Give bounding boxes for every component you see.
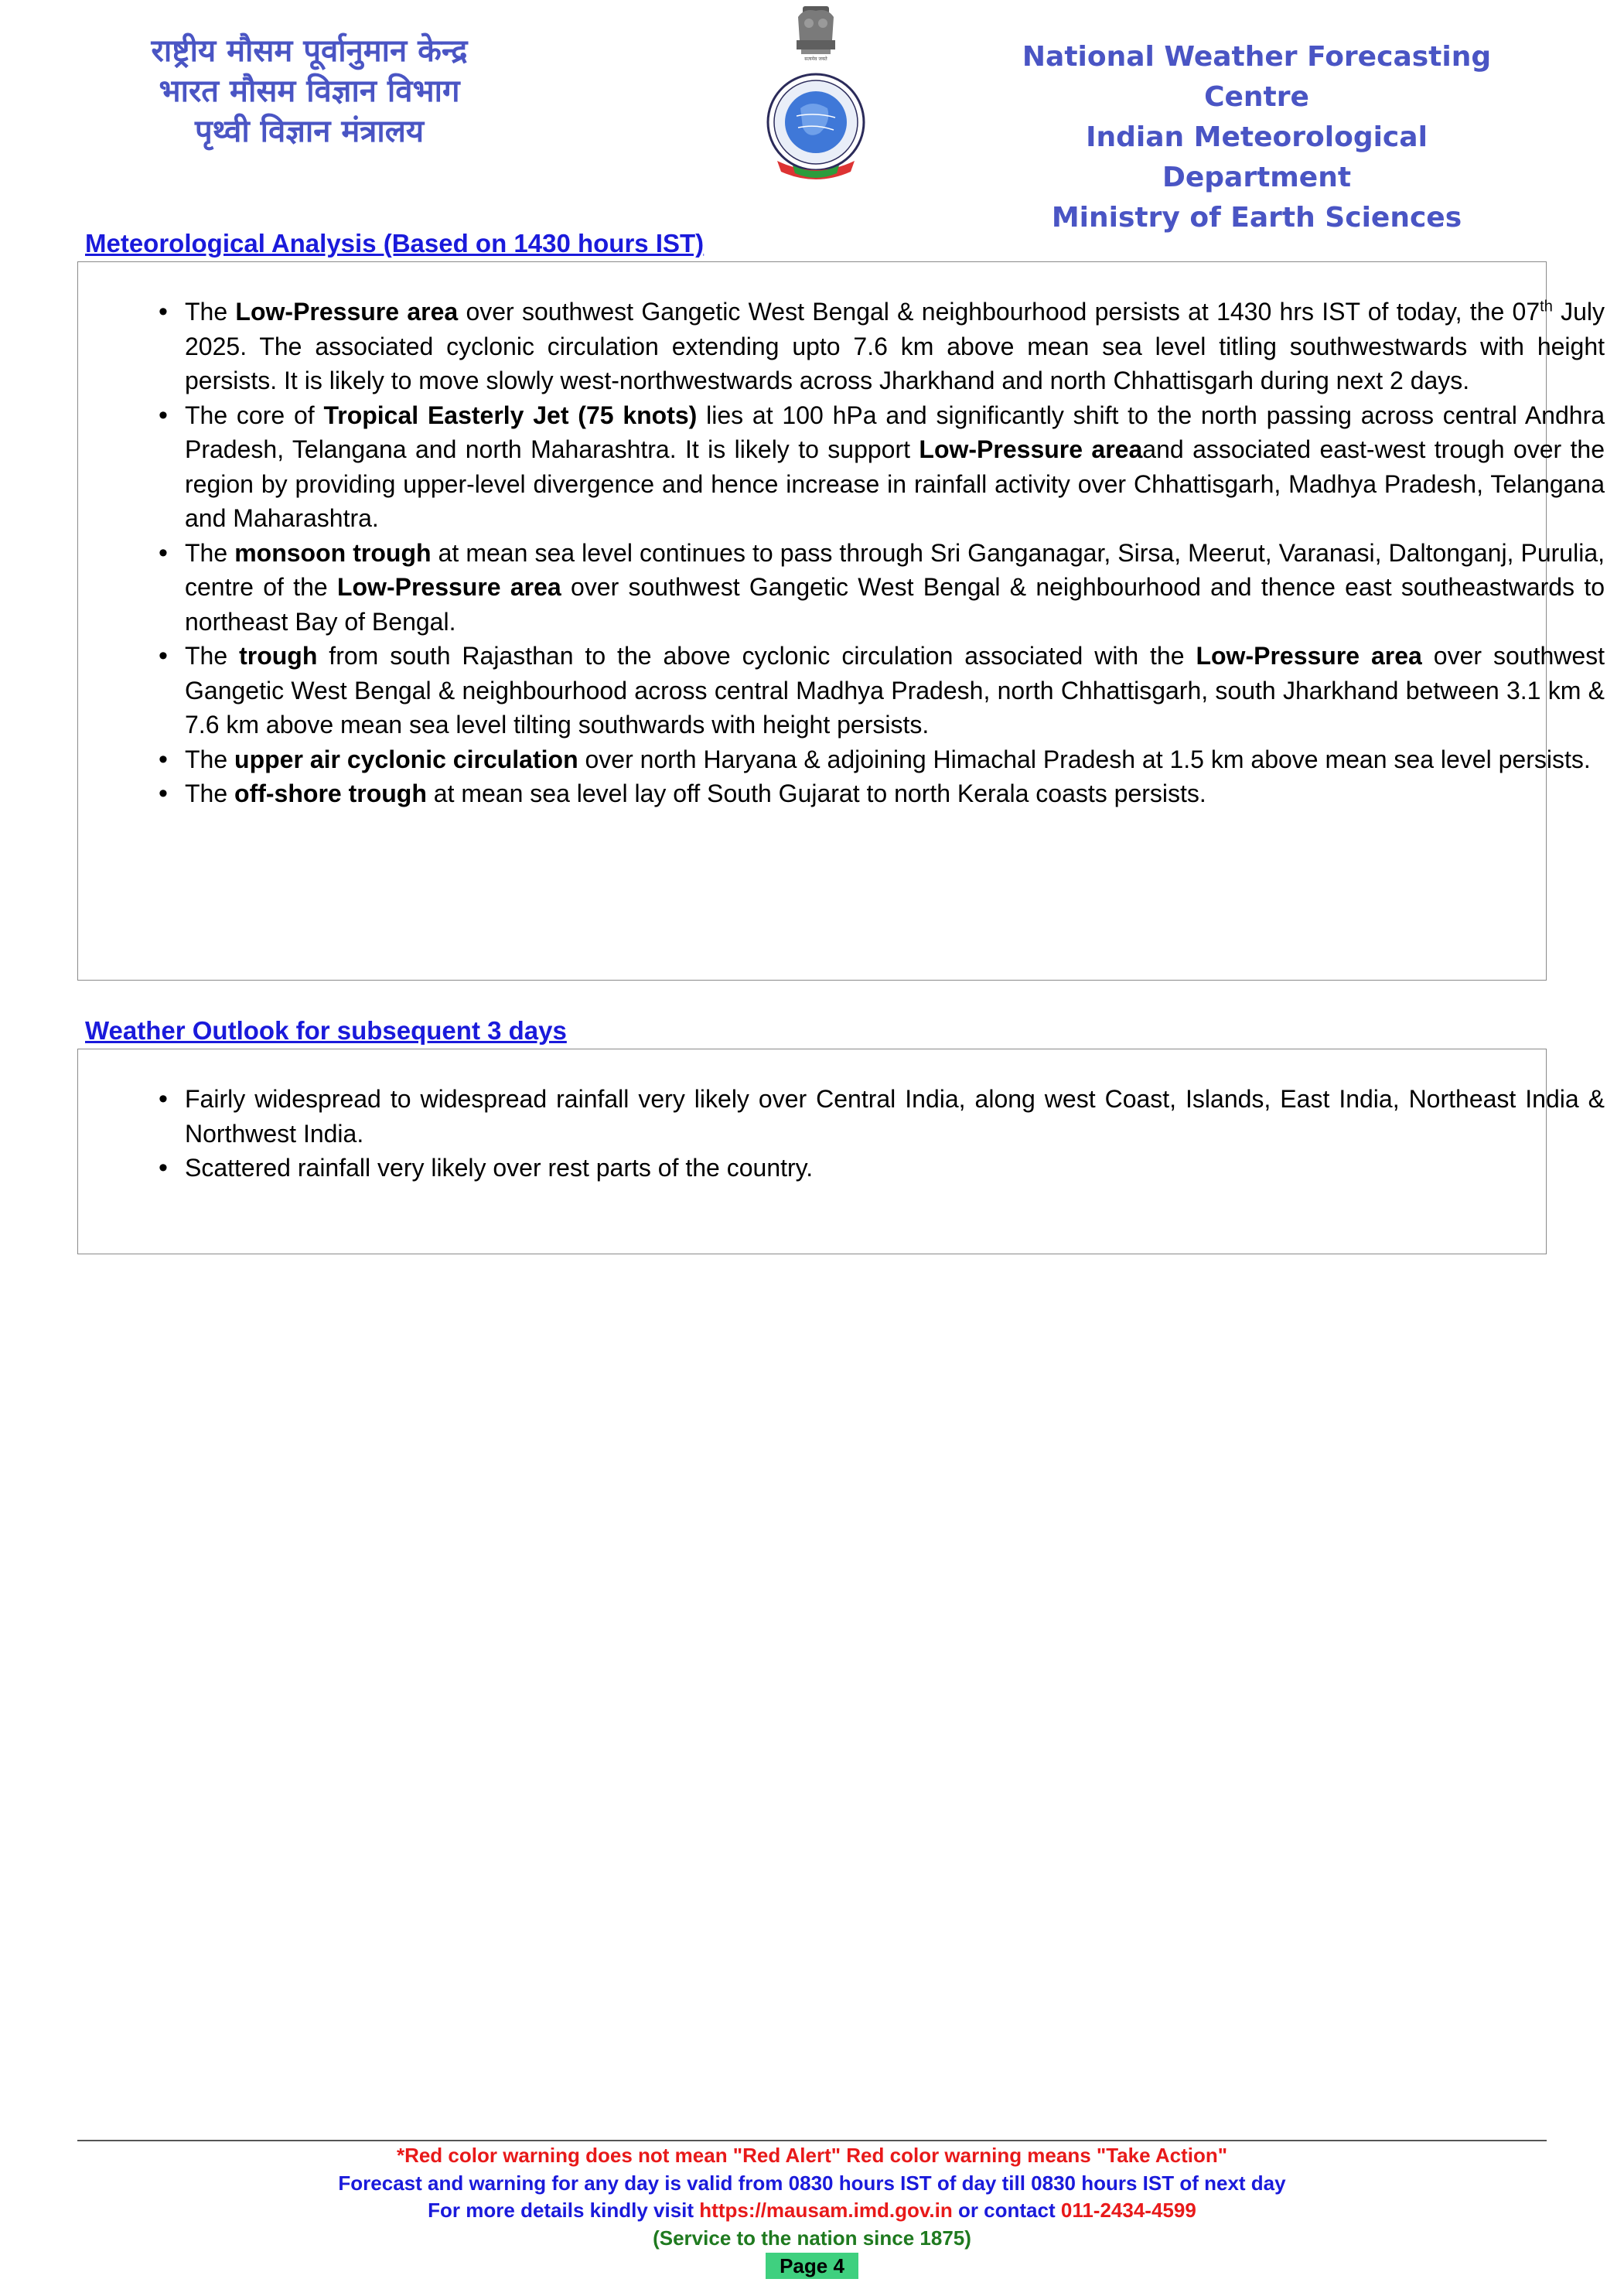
analysis-item-trough: • The trough from south Rajasthan to the above cyclonic circulation associated with the Low-Pressure area over southwest Gangetic West Bengal & neighbourhood across central Madhya Pradesh, north Chhattisgarh, south Jharkhand between 3.1 km & 7.6 km above mean sea level tilting southwards with height persists.	[159, 639, 1605, 742]
analysis-list	[159, 295, 1605, 811]
outlook-box	[77, 1049, 1605, 1254]
hindi-line-2: भारत मौसम विज्ञान विभाग	[159, 73, 460, 109]
analysis-item-low-pressure: • The Low-Pressure area over southwest Gangetic West Bengal & neighbourhood persists at 1430 hrs IST of today, the 07th July 2025. The associated cyclonic circulation extending upto 7.6 km above mean sea level titling southwestwards with height persists. It is likely to move slowly west-northwestwards across Jharkhand and north Chhattisgarh during next 2 days.	[159, 295, 1605, 398]
english-line-1: National Weather Forecasting Centre	[1022, 41, 1492, 113]
english-line-3: Ministry of Earth Sciences	[1051, 202, 1462, 234]
page-number-badge: Page 4	[766, 2253, 858, 2279]
hindi-header	[77, 31, 541, 152]
analysis-item-monsoon-trough: • The monsoon trough at mean sea level continues to pass through Sri Ganganagar, Sirsa, Meerut, Varanasi, Daltonganj, Purulia, centre of the Low-Pressure area over southwest Gangetic West Bengal & neighbourhood and thence east southeastwards to northeast Bay of Bengal.	[159, 536, 1605, 640]
analysis-item-easterly-jet: • The core of Tropical Easterly Jet (75 knots) lies at 100 hPa and significantly shift to the north passing across central Andhra Pradesh, Telangana and north Maharashtra. It is likely to support Low-Pressure areaand associated east-west trough over the region by providing upper-level divergence and hence increase in rainfall activity over Chhattisgarh, Madhya Pradesh, Telangana and Maharashtra.	[159, 398, 1605, 536]
outlook-title[interactable]: Weather Outlook for subsequent 3 days	[85, 1016, 567, 1045]
footer-phone: 011-2434-4599	[1060, 2199, 1196, 2222]
footer-website-link[interactable]: https://mausam.imd.gov.in	[699, 2199, 953, 2222]
outlook-list	[159, 1082, 1605, 1186]
footer-warning-note: *Red color warning does not mean "Red Alert" Red color warning means "Take Action"	[396, 2144, 1228, 2167]
analysis-title[interactable]: Meteorological Analysis (Based on 1430 hours IST)	[85, 229, 705, 258]
analysis-item-cyclonic-circulation: • The upper air cyclonic circulation over north Haryana & adjoining Himachal Pradesh at 1.5 km above mean sea level persists.	[159, 742, 1605, 777]
analysis-item-offshore-trough: • The off-shore trough at mean sea level lay off South Gujarat to north Kerala coasts persists.	[159, 776, 1605, 811]
footer-service-note: (Service to the nation since 1875)	[653, 2226, 971, 2250]
hindi-line-3: पृथ्वी विज्ञान मंत्रालय	[194, 114, 425, 149]
analysis-box	[77, 261, 1605, 981]
hindi-line-1: राष्ट्रीय मौसम पूर्वानुमान केन्द्र	[151, 33, 468, 69]
outlook-item: • Scattered rainfall very likely over rest parts of the country.	[159, 1151, 1605, 1186]
footer-divider	[77, 2140, 1547, 2141]
footer-validity-note: Forecast and warning for any day is valid from 0830 hours IST of day till 0830 hours IST of next day	[338, 2171, 1286, 2195]
footer-contact: For more details kindly visit https://mausam.imd.gov.in or contact 011-2434-4599	[428, 2199, 1196, 2222]
svg-text:सत्यमेव जयते: सत्यमेव जयते	[804, 56, 827, 62]
footer	[77, 2142, 1547, 2281]
english-line-2: Indian Meteorological Department	[1086, 121, 1428, 193]
outlook-item: • Fairly widespread to widespread rainfall very likely over Central India, along west Coast, Islands, East India, Northeast India & Northwest India.	[159, 1082, 1605, 1151]
imd-emblem-icon	[758, 0, 874, 186]
english-header	[1005, 37, 1508, 238]
